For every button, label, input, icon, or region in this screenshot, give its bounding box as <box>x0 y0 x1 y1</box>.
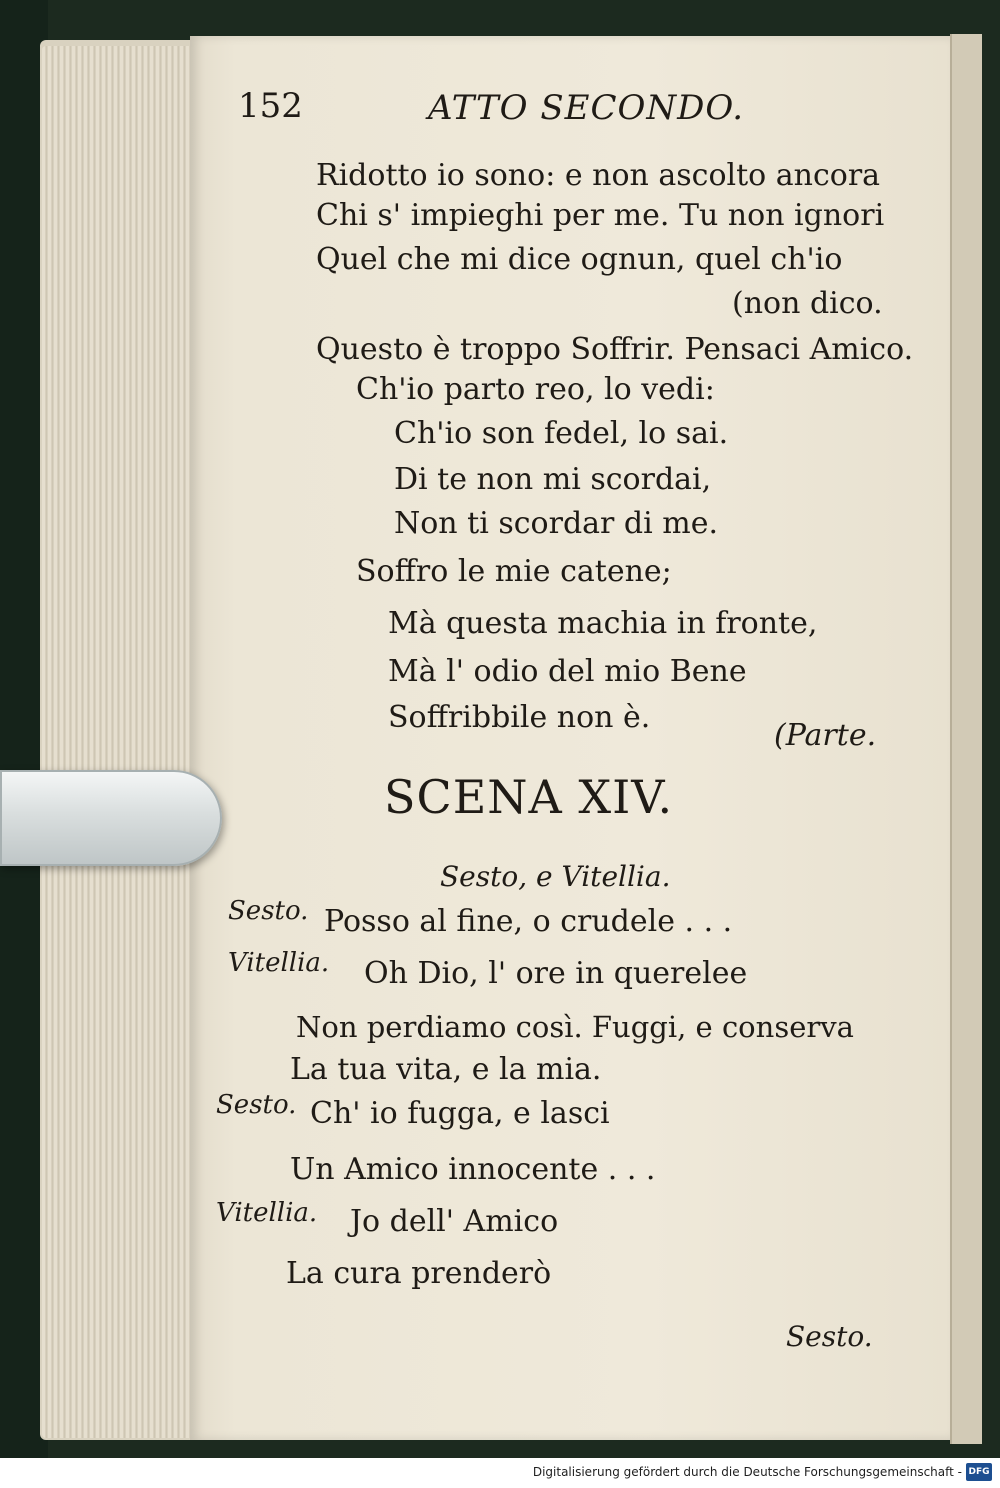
speaker-name: Vitellia. <box>216 1198 318 1228</box>
catchword: Sesto. <box>786 1320 873 1353</box>
page-clip <box>0 770 222 866</box>
verse-line: Soffro le mie catene; <box>356 554 672 589</box>
dialogue-line: Non perdiamo così. Fuggi, e conserva <box>296 1010 854 1044</box>
page-number: 152 <box>238 86 303 126</box>
speaker-name: Vitellia. <box>228 948 330 978</box>
verse-line: Mà questa machia in fronte, <box>388 606 818 641</box>
dialogue-line: Un Amico innocente . . . <box>290 1152 656 1187</box>
verse-line: Ch'io son fedel, lo sai. <box>394 416 729 451</box>
verse-line: Soffribbile non è. <box>388 700 651 735</box>
verse-line: Ch'io parto reo, lo vedi: <box>356 372 715 407</box>
verse-line: Ridotto io sono: e non ascolto ancora <box>316 158 881 193</box>
verse-line: Quel che mi dice ognun, quel ch'io <box>316 242 843 277</box>
speaker-name: Sesto. <box>216 1090 297 1120</box>
digitization-footer <box>0 1458 1000 1488</box>
dialogue-line: Posso al fine, o crudele . . . <box>324 904 733 939</box>
dfg-logo-icon: DFG <box>966 1463 992 1481</box>
dialogue-line: La cura prenderò <box>286 1256 552 1291</box>
running-title: ATTO SECONDO. <box>428 88 745 128</box>
verse-line: (non dico. <box>732 286 883 321</box>
verse-line: Non ti scordar di me. <box>394 506 718 541</box>
speaker-name: Sesto. <box>228 896 309 926</box>
footer-credit: Digitalisierung gefördert durch die Deutsche Forschungsgemeinschaft - <box>532 1465 962 1479</box>
dialogue-line: La tua vita, e la mia. <box>290 1052 602 1087</box>
page-edges <box>42 46 192 1438</box>
verse-line: Questo è troppo Soffrir. Pensaci Amico. <box>316 332 914 367</box>
verse-line: Di te non mi scordai, <box>394 462 712 497</box>
scene-characters: Sesto, e Vitellia. <box>440 860 671 893</box>
dialogue-line: Oh Dio, l' ore in querelee <box>364 956 748 991</box>
facing-page-edge <box>950 34 982 1444</box>
verse-line: Chi s' impieghi per me. Tu non ignori <box>316 198 885 233</box>
dialogue-line: Jo dell' Amico <box>350 1204 559 1239</box>
dialogue-line: Ch' io fugga, e lasci <box>310 1096 610 1131</box>
verse-line: Mà l' odio del mio Bene <box>388 654 747 689</box>
scene-title: SCENA XIV. <box>384 770 674 824</box>
stage-direction: (Parte. <box>774 718 877 753</box>
